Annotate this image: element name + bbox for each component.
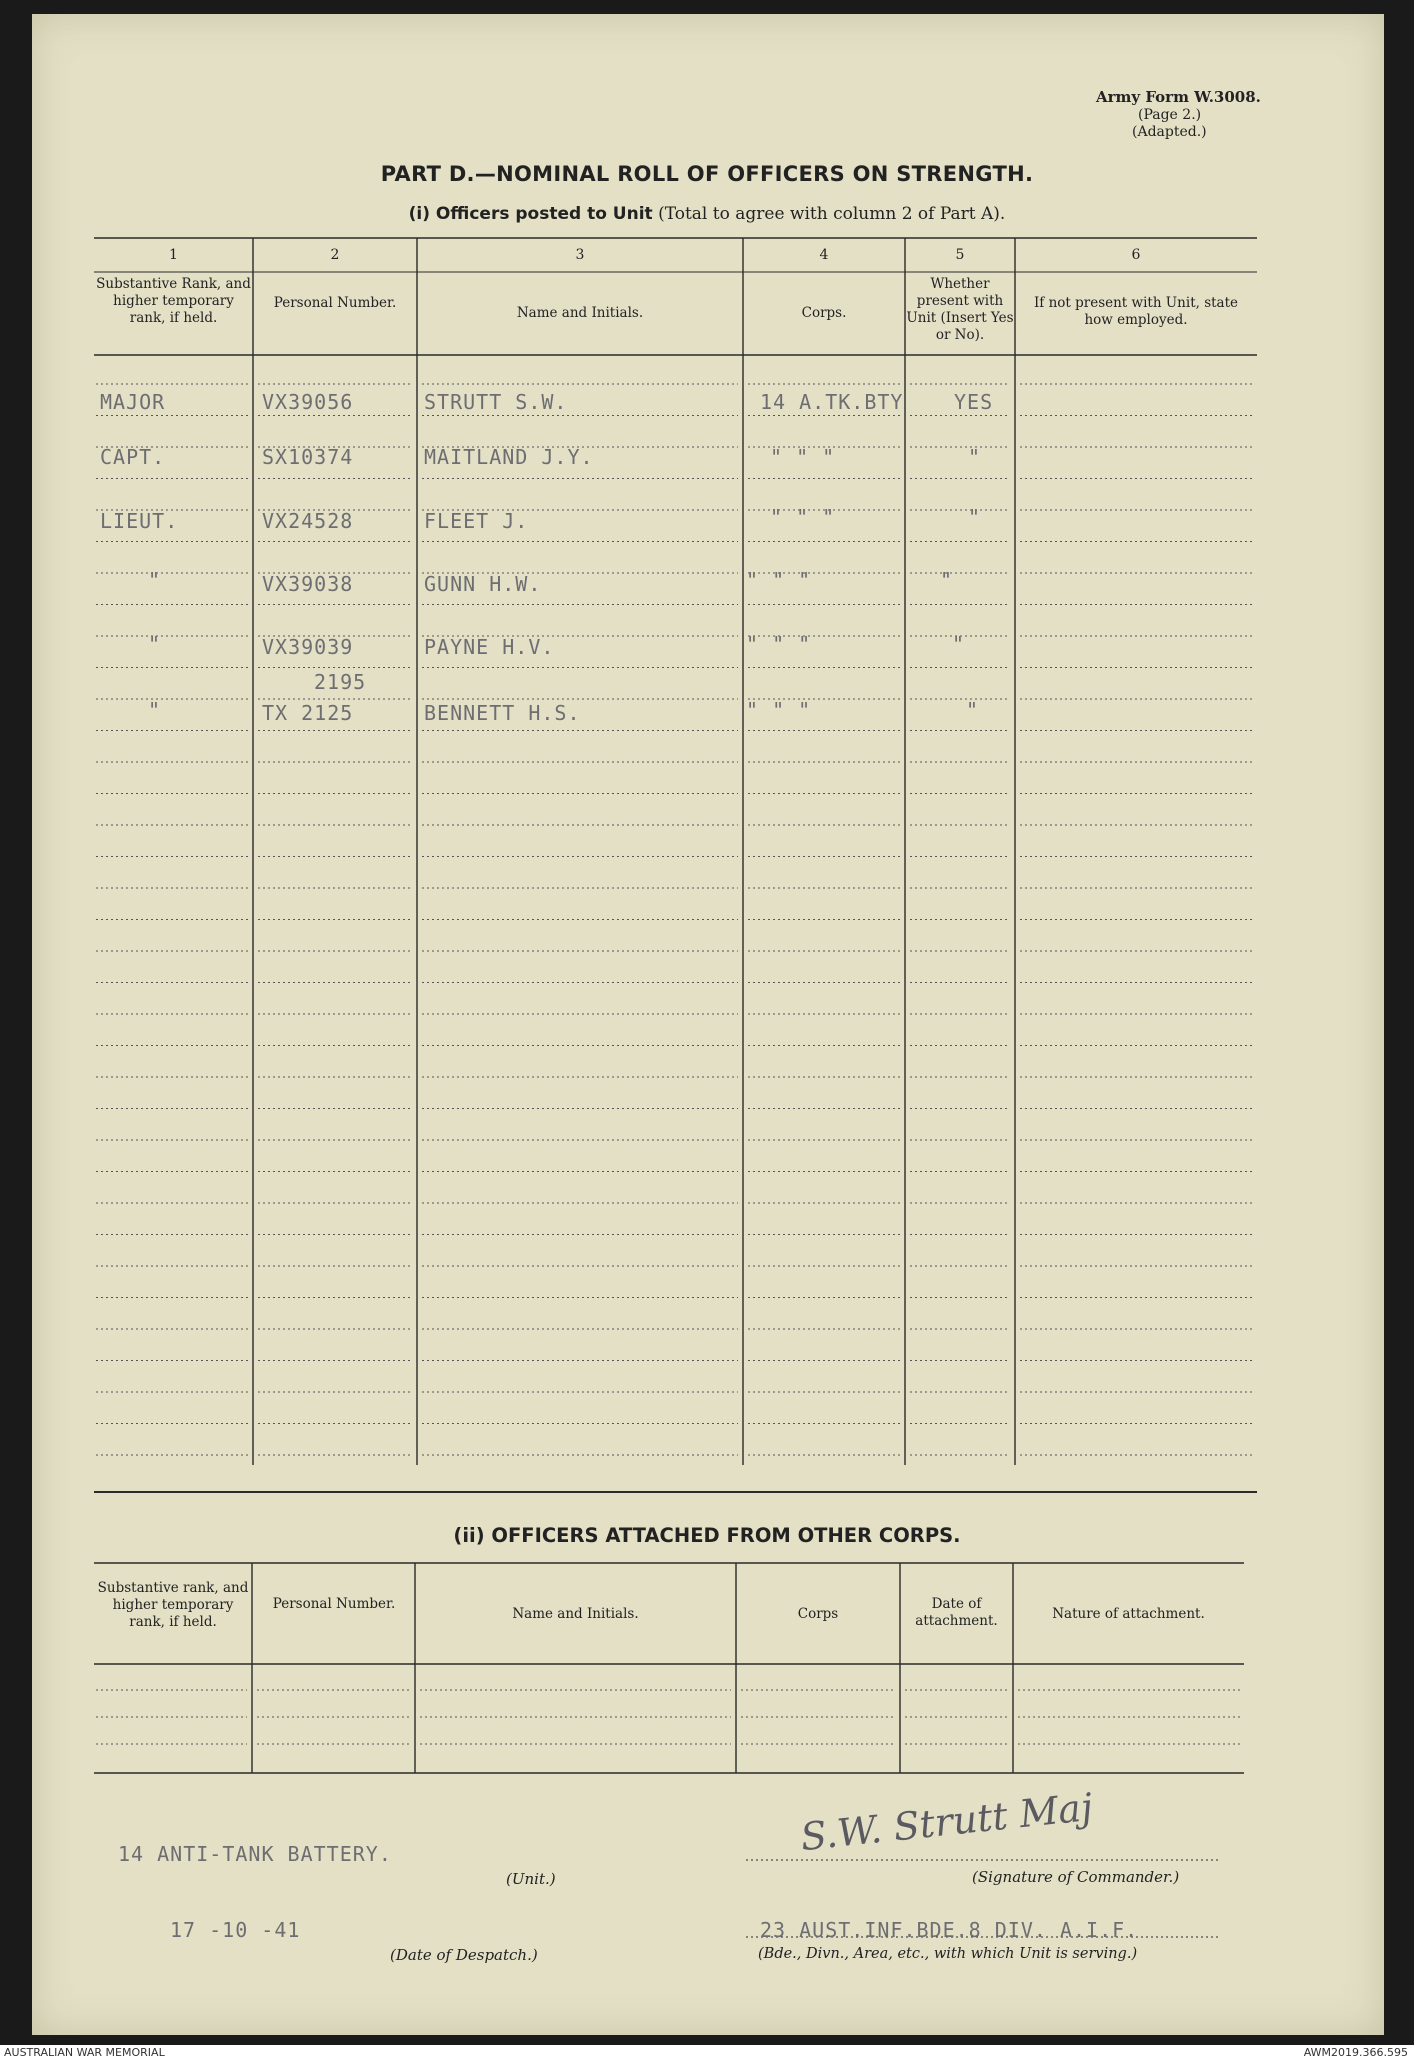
row-corps: " " " [746, 568, 812, 592]
row-corps: " " " [746, 698, 812, 722]
row-corps: 14 A.TK.BTY [760, 390, 904, 414]
header-number: Personal Number. [273, 295, 397, 311]
row-present: " [966, 698, 980, 722]
subtitle-rest: (Total to agree with column 2 of Part A). [658, 204, 1006, 224]
header-corps: Corps. [801, 305, 847, 321]
row-rank: MAJOR [100, 390, 166, 414]
row-name: BENNETT H.S. [424, 701, 581, 725]
col-num-5: 5 [955, 247, 965, 263]
header-ii-rank: Substantive rank, and higher temporary rank, if held. [97, 1580, 249, 1630]
row-rank: CAPT. [100, 445, 166, 469]
row-name: GUNN H.W. [424, 572, 542, 596]
form-page: (Page 2.) [1138, 107, 1202, 123]
row-number-correction: 2195 [314, 670, 367, 694]
row-name: MAITLAND J.Y. [424, 445, 594, 469]
despatch-date-value: 17 -10 -41 [170, 1918, 301, 1942]
col-num-1: 1 [169, 247, 178, 263]
header-name: Name and Initials. [516, 305, 644, 321]
header-ii-name: Name and Initials. [512, 1606, 639, 1622]
archive-reference: AWM2019.366.595 [1303, 2046, 1408, 2059]
col-num-2: 2 [330, 247, 340, 263]
row-number: VX39038 [262, 572, 354, 596]
header-ii-corps: Corps [797, 1606, 839, 1622]
row-present: " [968, 445, 982, 469]
col-num-3: 3 [575, 247, 585, 263]
row-number: VX39039 [262, 635, 354, 659]
header-employed: If not present with Unit, state how employed. [1033, 295, 1239, 328]
row-rank: " [148, 698, 162, 722]
row-present: " [940, 568, 954, 592]
col-num-6: 6 [1131, 247, 1141, 263]
header-ii-date: Date of attachment. [915, 1596, 998, 1629]
row-corps: " " " [770, 505, 836, 529]
archive-name: AUSTRALIAN WAR MEMORIAL [4, 2046, 165, 2059]
commander-signature: S.W. Strutt Maj [798, 1784, 1095, 1860]
formation-value: 23 AUST.INF.BDE.8 DIV. A.I.F. [760, 1918, 1139, 1942]
col-num-4: 4 [819, 247, 829, 263]
despatch-date-label: (Date of Despatch.) [390, 1946, 538, 1964]
row-number: VX39056 [262, 390, 354, 414]
header-present: Whether present with Unit (Insert Yes or No). [906, 276, 1014, 343]
unit-value: 14 ANTI-TANK BATTERY. [118, 1842, 392, 1866]
subtitle-bold: (i) Officers posted to Unit [408, 204, 653, 224]
unit-label: (Unit.) [506, 1870, 556, 1888]
row-rank: " [148, 632, 162, 656]
row-corps: " " " [770, 445, 836, 469]
header-ii-number: Personal Number. [272, 1596, 396, 1612]
row-number: SX10374 [262, 445, 354, 469]
row-number: TX 2125 [262, 701, 354, 725]
formation-label: (Bde., Divn., Area, etc., with which Unit is serving.) [758, 1946, 1138, 1962]
archive-footer [0, 2045, 1414, 2061]
page-title: PART D.—NOMINAL ROLL OF OFFICERS ON STRENGTH. [380, 162, 1034, 186]
row-name: PAYNE H.V. [424, 635, 555, 659]
row-rank: " [148, 568, 162, 592]
row-rank: LIEUT. [100, 509, 179, 533]
section-ii-title: (ii) OFFICERS ATTACHED FROM OTHER CORPS. [453, 1524, 961, 1547]
header-ii-nature: Nature of attachment. [1052, 1606, 1205, 1622]
row-present: " [952, 632, 966, 656]
form-id: Army Form W.3008. [1096, 88, 1261, 106]
row-number: VX24528 [262, 509, 354, 533]
form-adapted: (Adapted.) [1132, 124, 1207, 140]
signature-label: (Signature of Commander.) [972, 1868, 1180, 1886]
header-rank: Substantive Rank, and higher temporary rank, if held. [96, 276, 251, 326]
row-present: YES [954, 390, 994, 414]
row-name: STRUTT S.W. [424, 390, 568, 414]
row-present: " [968, 505, 982, 529]
row-name: FLEET J. [424, 509, 529, 533]
row-corps: " " " [746, 632, 812, 656]
